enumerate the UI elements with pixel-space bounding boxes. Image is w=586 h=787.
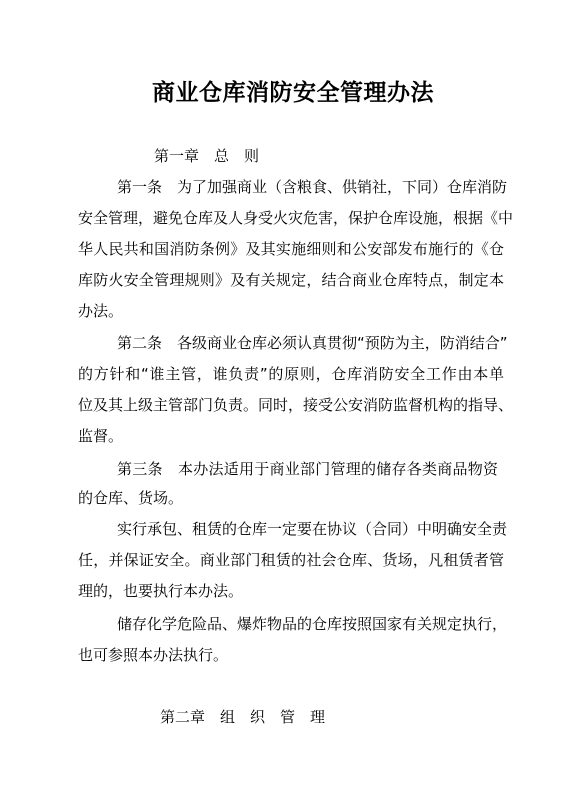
paragraph-line: 办法。 (78, 302, 124, 320)
chapter-heading: 第二章 组 织 管 理 (160, 708, 326, 726)
chapter-heading: 第一章 总 则 (154, 147, 260, 165)
paragraph-line: 监督。 (78, 427, 124, 445)
paragraph-line: 安全管理，避免仓库及人身受火灾危害，保护仓库设施，根据《中 (78, 209, 514, 227)
document-title: 商业仓库消防安全管理办法 (152, 79, 434, 106)
paragraph-line: 华人民共和国消防条例》及其实施细则和公安部发布施行的《仓 (78, 240, 504, 258)
paragraph-line: 位及其上级主管部门负责。同时，接受公安消防监督机构的指导、 (78, 396, 514, 414)
paragraph-line: 的仓库、货场。 (78, 489, 184, 507)
article-3-paragraph (78, 459, 498, 514)
paragraph-line: 实行承包、租赁的仓库一定要在协议（合同）中明确安全责 (117, 520, 508, 538)
paragraph-line: 的方针和“谁主管，谁负责”的原则，仓库消防安全工作由本单 (78, 365, 504, 383)
paragraph-line: 第二条 各级商业仓库必须认真贯彻“预防为主，防消结合” (117, 334, 508, 352)
paragraph-line: 第一条 为了加强商业（含粮食、供销社，下同）仓库消防 (117, 178, 508, 196)
article-1-paragraph (78, 177, 514, 320)
hazardous-goods-paragraph (78, 614, 508, 669)
paragraph-line: 储存化学危险品、爆炸物品的仓库按照国家有关规定执行， (117, 615, 508, 633)
paragraph-line: 理的，也要执行本办法。 (78, 582, 244, 600)
paragraph-line: 也可参照本办法执行。 (78, 646, 229, 664)
lease-paragraph (78, 519, 508, 604)
paragraph-line: 第三条 本办法适用于商业部门管理的储存各类商品物资 (117, 460, 498, 478)
paragraph-line: 任，并保证安全。商业部门租赁的社会仓库、货场，凡租赁者管 (78, 551, 504, 569)
paragraph-line: 库防火安全管理规则》及有关规定，结合商业仓库特点，制定本 (78, 271, 504, 289)
article-2-paragraph (78, 333, 514, 448)
